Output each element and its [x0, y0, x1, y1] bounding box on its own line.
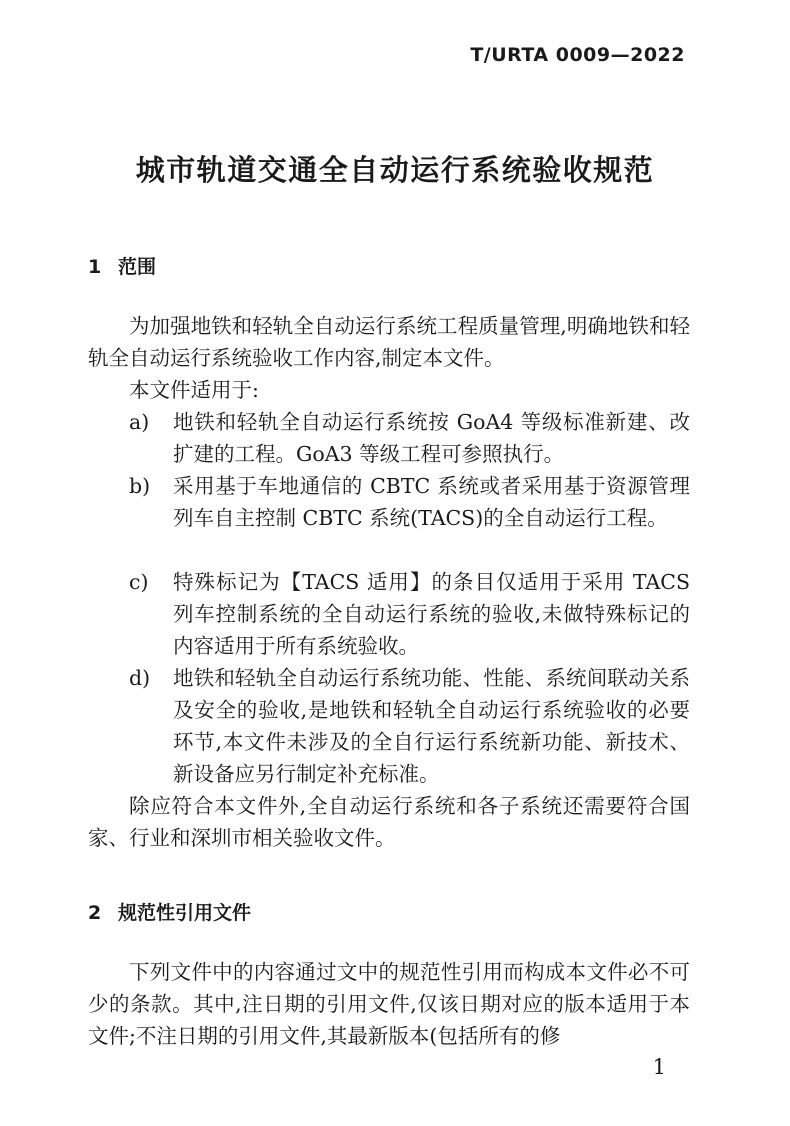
list-item-text: 地铁和轻轨全自动运行系统按 GoA4 等级标准新建、改扩建的工程。GoA3 等级工程可参照执行。 [173, 410, 690, 466]
list-item-d [129, 662, 690, 790]
list-item-b [129, 470, 690, 534]
normative-references-paragraph: 下列文件中的内容通过文中的规范性引用而构成本文件必不可少的条款。其中,注日期的引用文件,仅该日期对应的版本适用于本文件;不注日期的引用文件,其最新版本(包括所有的修 [88, 960, 690, 1048]
section-2-title: 规范性引用文件 [118, 902, 252, 924]
list-item-a [129, 406, 690, 470]
list-item-c [129, 566, 690, 662]
page-number: 1 [652, 1055, 666, 1079]
list-item-text: 地铁和轻轨全自动运行系统功能、性能、系统间联动关系及安全的验收,是地铁和轻轨全自动运行系统验收的必要环节,本文件未涉及的全自行运行系统新功能、新技术、新设备应另行制定补充标准。 [173, 666, 690, 786]
list-item-label: a) [129, 410, 150, 434]
document-title: 城市轨道交通全自动运行系统验收规范 [135, 153, 655, 187]
standard-code: T/URTA 0009—2022 [470, 44, 685, 66]
scope-paragraph: 为加强地铁和轻轨全自动运行系统工程质量管理,明确地铁和轻轨全自动运行系统验收工作内容,制定本文件。 [88, 314, 690, 370]
section-1-title: 范围 [118, 256, 157, 278]
section-2-number: 2 [88, 902, 102, 924]
list-item-label: d) [129, 666, 151, 690]
list-item-text: 采用基于车地通信的 CBTC 系统或者采用基于资源管理列车自主控制 CBTC 系统(TACS)的全自动运行工程。 [173, 474, 690, 530]
list-item-label: c) [129, 570, 149, 594]
compliance-paragraph: 除应符合本文件外,全自动运行系统和各子系统还需要符合国家、行业和深圳市相关验收文件。 [88, 794, 690, 850]
applies-intro: 本文件适用于: [129, 378, 259, 402]
section-1-number: 1 [88, 256, 102, 278]
list-item-label: b) [129, 474, 151, 498]
section-1-heading [88, 252, 156, 279]
list-item-text: 特殊标记为【TACS 适用】的条目仅适用于采用 TACS 列车控制系统的全自动运行系统的验收,未做特殊标记的内容适用于所有系统验收。 [173, 570, 690, 658]
section-2-heading [88, 898, 251, 925]
